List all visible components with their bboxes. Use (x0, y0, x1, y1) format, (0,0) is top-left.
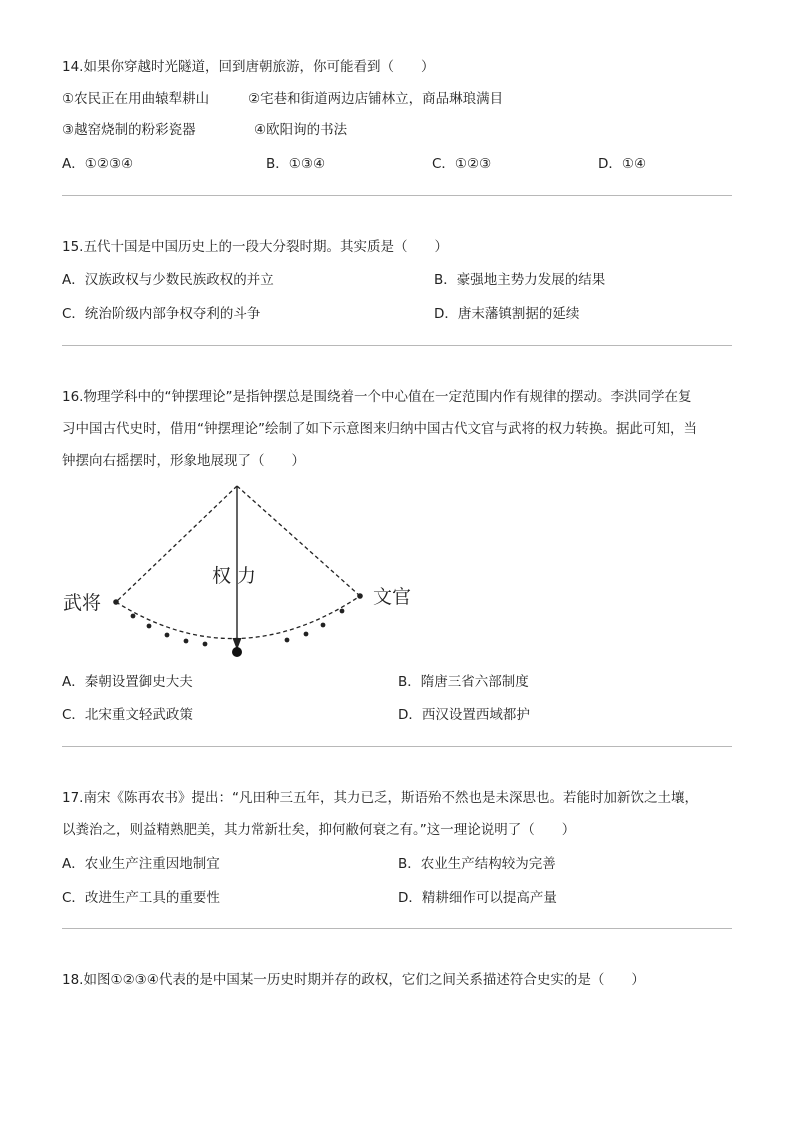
q16-option-d[interactable]: D．西汉设置西域都护 (398, 707, 530, 723)
q14-item-4: ④欧阳询的书法 (254, 122, 348, 138)
divider (62, 195, 732, 196)
q17-option-b[interactable]: B．农业生产结构较为完善 (398, 856, 556, 872)
arc-dot (321, 623, 326, 628)
q15-option-b[interactable]: B．豪强地主势力发展的结果 (434, 272, 606, 288)
q14-option-a[interactable]: A．①②③④ (62, 156, 134, 172)
q14-stem: 14.如果你穿越时光隧道，回到唐朝旅游，你可能看到（ ） (62, 59, 435, 75)
arc-dot (285, 638, 290, 643)
q15-option-c[interactable]: C．统治阶级内部争权夺利的斗争 (62, 306, 261, 322)
q15-option-a[interactable]: A．汉族政权与少数民族政权的并立 (62, 272, 274, 288)
arc-dot (165, 633, 170, 638)
divider (62, 345, 732, 346)
q15-option-d[interactable]: D．唐末藩镇割据的延续 (434, 306, 580, 322)
arc-dot (147, 624, 152, 629)
q17-stem-line-1: 17.南宋《陈再农书》提出：“凡田种三五年，其力已乏，斯语殆不然也是未深思也。若能时加新饮之土壤， (62, 790, 698, 806)
q14-option-b[interactable]: B．①③④ (266, 156, 326, 172)
q17-option-d[interactable]: D．精耕细作可以提高产量 (398, 890, 557, 906)
q16-option-c[interactable]: C．北宋重文轻武政策 (62, 707, 193, 723)
divider (62, 746, 732, 747)
arc-dot (113, 599, 119, 605)
q16-option-b[interactable]: B．隋唐三省六部制度 (398, 674, 529, 690)
arc-dot (203, 642, 208, 647)
arc-dot (131, 614, 136, 619)
q16-stem-line-3: 钟摆向右摇摆时，形象地展现了（ ） (62, 453, 305, 469)
q16-option-a[interactable]: A．秦朝设置御史大夫 (62, 674, 193, 690)
q18-stem: 18.如图①②③④代表的是中国某一历史时期并存的政权，它们之间关系描述符合史实的是（ ） (62, 972, 645, 988)
label-civil-officials: 文官 (373, 586, 412, 608)
arc-dot (357, 593, 363, 599)
q14-item-2: ②宅巷和街道两边店铺林立，商品琳琅满目 (248, 91, 504, 107)
q17-option-c[interactable]: C．改进生产工具的重要性 (62, 890, 220, 906)
q14-option-c[interactable]: C．①②③ (432, 156, 492, 172)
divider (62, 928, 732, 929)
arc-dot (340, 609, 345, 614)
pendulum-arc (116, 596, 360, 639)
q17-stem-line-2: 以粪治之，则益精熟肥美，其力常新壮矣，抑何敝何衰之有。”这一理论说明了（ ） (62, 822, 576, 838)
q15-stem: 15.五代十国是中国历史上的一段大分裂时期。其实质是（ ） (62, 239, 448, 255)
pendulum-bob (232, 647, 242, 657)
q14-item-3: ③越窑烧制的粉彩瓷器 (62, 122, 196, 138)
q17-option-a[interactable]: A．农业生产注重因地制宜 (62, 856, 220, 872)
pendulum-diagram (55, 478, 425, 663)
q16-stem-line-2: 习中国古代史时，借用“钟摆理论”绘制了如下示意图来归纳中国古代文官与武将的权力转换。据此可知，当 (62, 421, 697, 437)
q16-stem-line-1: 16.物理学科中的“钟摆理论”是指钟摆总是围绕着一个中心值在一定范围内作有规律的摆动。李洪同学在复 (62, 389, 692, 405)
arc-dot (184, 639, 189, 644)
label-military-generals: 武将 (63, 592, 102, 614)
arc-dot (304, 632, 309, 637)
q14-item-1: ①农民正在用曲辕犁耕山 (62, 91, 210, 107)
q14-option-d[interactable]: D．①④ (598, 156, 647, 172)
label-power: 权 力 (212, 565, 257, 587)
